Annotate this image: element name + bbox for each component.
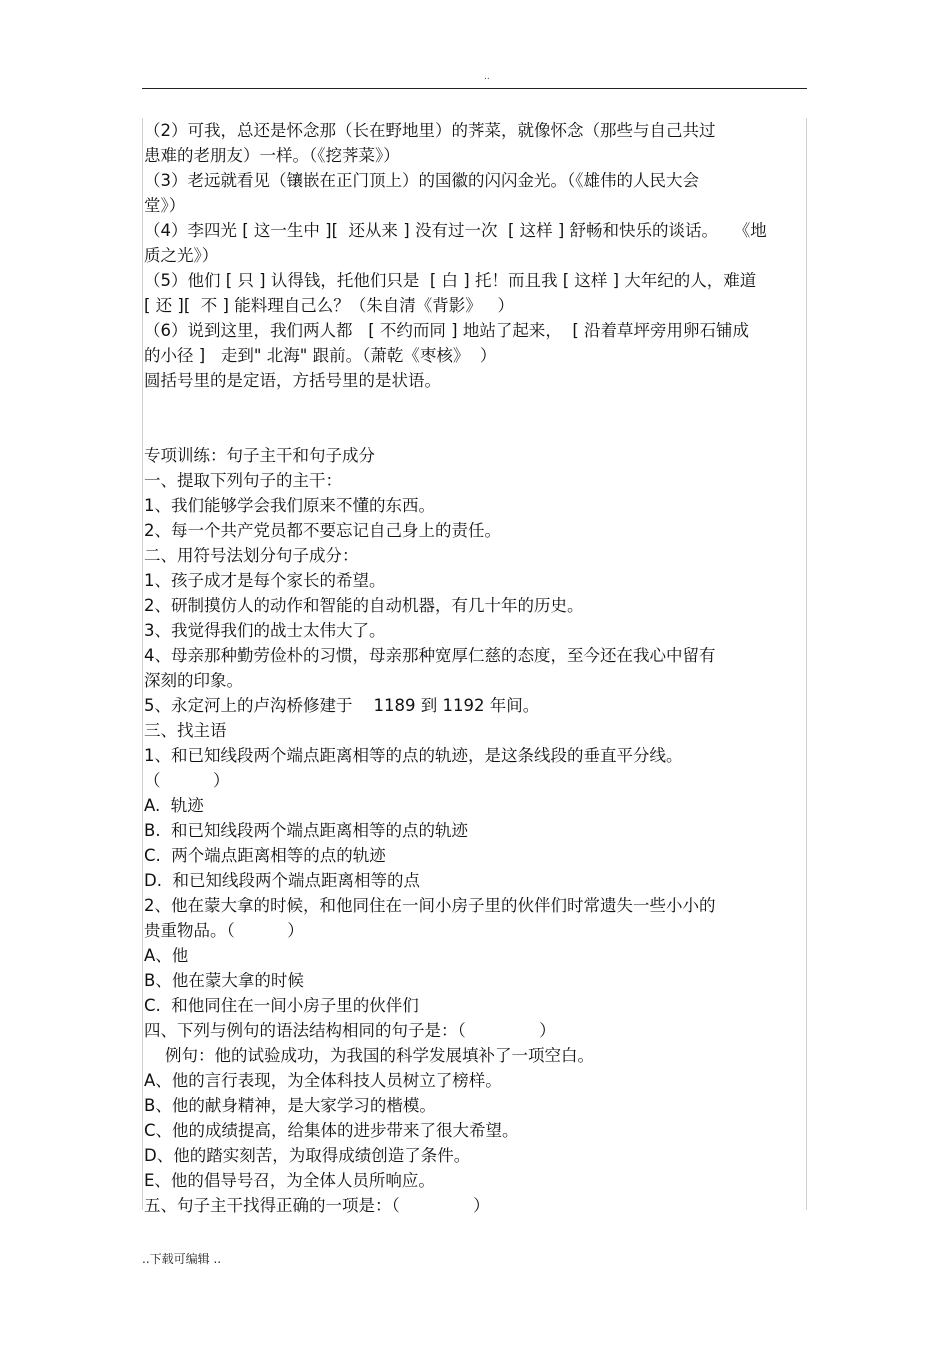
text-line: 深刻的印象。 [144, 671, 243, 690]
text-line: A、他 [144, 946, 189, 965]
text-line: 一、提取下列句子的主干： [144, 471, 342, 490]
text-line: 1、孩子成才是每个家长的希望。 [144, 571, 386, 590]
text-line: 四、下列与例句的语法结构相同的句子是：（ ） [144, 1021, 556, 1040]
document-body [144, 118, 806, 1218]
text-line: 2、研制摸仿人的动作和智能的自动机器，有几十年的历史。 [144, 596, 584, 615]
text-line: 质之光》） [144, 246, 219, 265]
text-line: 2、他在蒙大拿的时候，和他同住在一间小房子里的伙伴们时常遗失一些小小的 [144, 896, 716, 915]
text-line: 例句：他的试验成功，为我国的科学发展填补了一项空白。 [144, 1046, 594, 1065]
header-mark: .. [484, 72, 490, 82]
text-line: 1、我们能够学会我们原来不懂的东西。 [144, 496, 435, 515]
text-line [144, 418, 806, 443]
text-line: 堂》） [144, 196, 186, 215]
text-line: 4、母亲那种勤劳俭朴的习惯，母亲那种宽厚仁慈的态度，至今还在我心中留有 [144, 646, 716, 665]
text-line: C. 和他同住在一间小房子里的伙伴们 [144, 996, 419, 1015]
text-line: B. 和已知线段两个端点距离相等的点的轨迹 [144, 821, 469, 840]
text-line: 1、和已知线段两个端点距离相等的点的轨迹，是这条线段的垂直平分线。 [144, 746, 683, 765]
text-line: C. 两个端点距离相等的点的轨迹 [144, 846, 386, 865]
text-line: [ 还 ][ 不 ] 能料理自己么？（朱自清《背影》 ） [144, 296, 514, 315]
text-line: 二、用符号法划分句子成分： [144, 546, 359, 565]
text-line: 圆括号里的是定语，方括号里的是状语。 [144, 371, 441, 390]
text-line: 贵重物品。（ ） [144, 921, 304, 940]
text-line: 的小径 ] 走到" 北海" 跟前。（萧乾《枣核》 ） [144, 346, 497, 365]
text-line: （5）他们 [ 只 ] 认得钱，托他们只是 [ 白 ] 托！而且我 [ 这样 ] 大年纪的人，难道 [144, 271, 757, 290]
text-line: （6）说到这里，我们两人都 [ 不约而同 ] 地站了起来， [ 沿着草坪旁用卵石铺成 [144, 321, 750, 340]
text-line: C、他的成绩提高，给集体的进步带来了很大希望。 [144, 1121, 519, 1140]
text-line: 专项训练：句子主干和句子成分 [144, 446, 375, 465]
text-line: （3）老远就看见（镶嵌在正门顶上）的国徽的闪闪金光。（《雄伟的人民大会 [144, 171, 699, 190]
text-line: A. 轨迹 [144, 796, 204, 815]
text-line: D、他的踏实刻苦，为取得成绩创造了条件。 [144, 1146, 471, 1165]
header-rule [142, 88, 807, 89]
footer-text: ..下载可编辑 .. [142, 1252, 222, 1266]
left-margin-rule [142, 118, 143, 1210]
text-line [144, 393, 806, 418]
text-line: 患难的老朋友）一样。（《挖荠菜》） [144, 146, 400, 165]
text-line: 2、每一个共产党员都不要忘记自己身上的责任。 [144, 521, 501, 540]
right-margin-rule [806, 118, 807, 1210]
text-line: D. 和已知线段两个端点距离相等的点 [144, 871, 420, 890]
text-line: 3、我觉得我们的战士太伟大了。 [144, 621, 386, 640]
text-line: 5、永定河上的卢沟桥修建于 1189 到 1192 年间。 [144, 696, 540, 715]
text-line: B、他在蒙大拿的时候 [144, 971, 304, 990]
text-line: 三、找主语 [144, 721, 227, 740]
text-line: 五、句子主干找得正确的一项是：（ ） [144, 1196, 490, 1215]
text-line: B、他的献身精神，是大家学习的楷模。 [144, 1096, 436, 1115]
text-line: A、他的言行表现，为全体科技人员树立了榜样。 [144, 1071, 502, 1090]
text-line: （2）可我，总还是怀念那（长在野地里）的荠菜，就像怀念（那些与自己共过 [144, 121, 716, 140]
text-line: （ ） [144, 771, 230, 790]
text-line: （4）李四光 [ 这一生中 ][ 还从来 ] 没有过一次 [ 这样 ] 舒畅和快乐的谈话。 《地 [144, 221, 767, 240]
text-line: E、他的倡导号召，为全体人员所响应。 [144, 1171, 435, 1190]
